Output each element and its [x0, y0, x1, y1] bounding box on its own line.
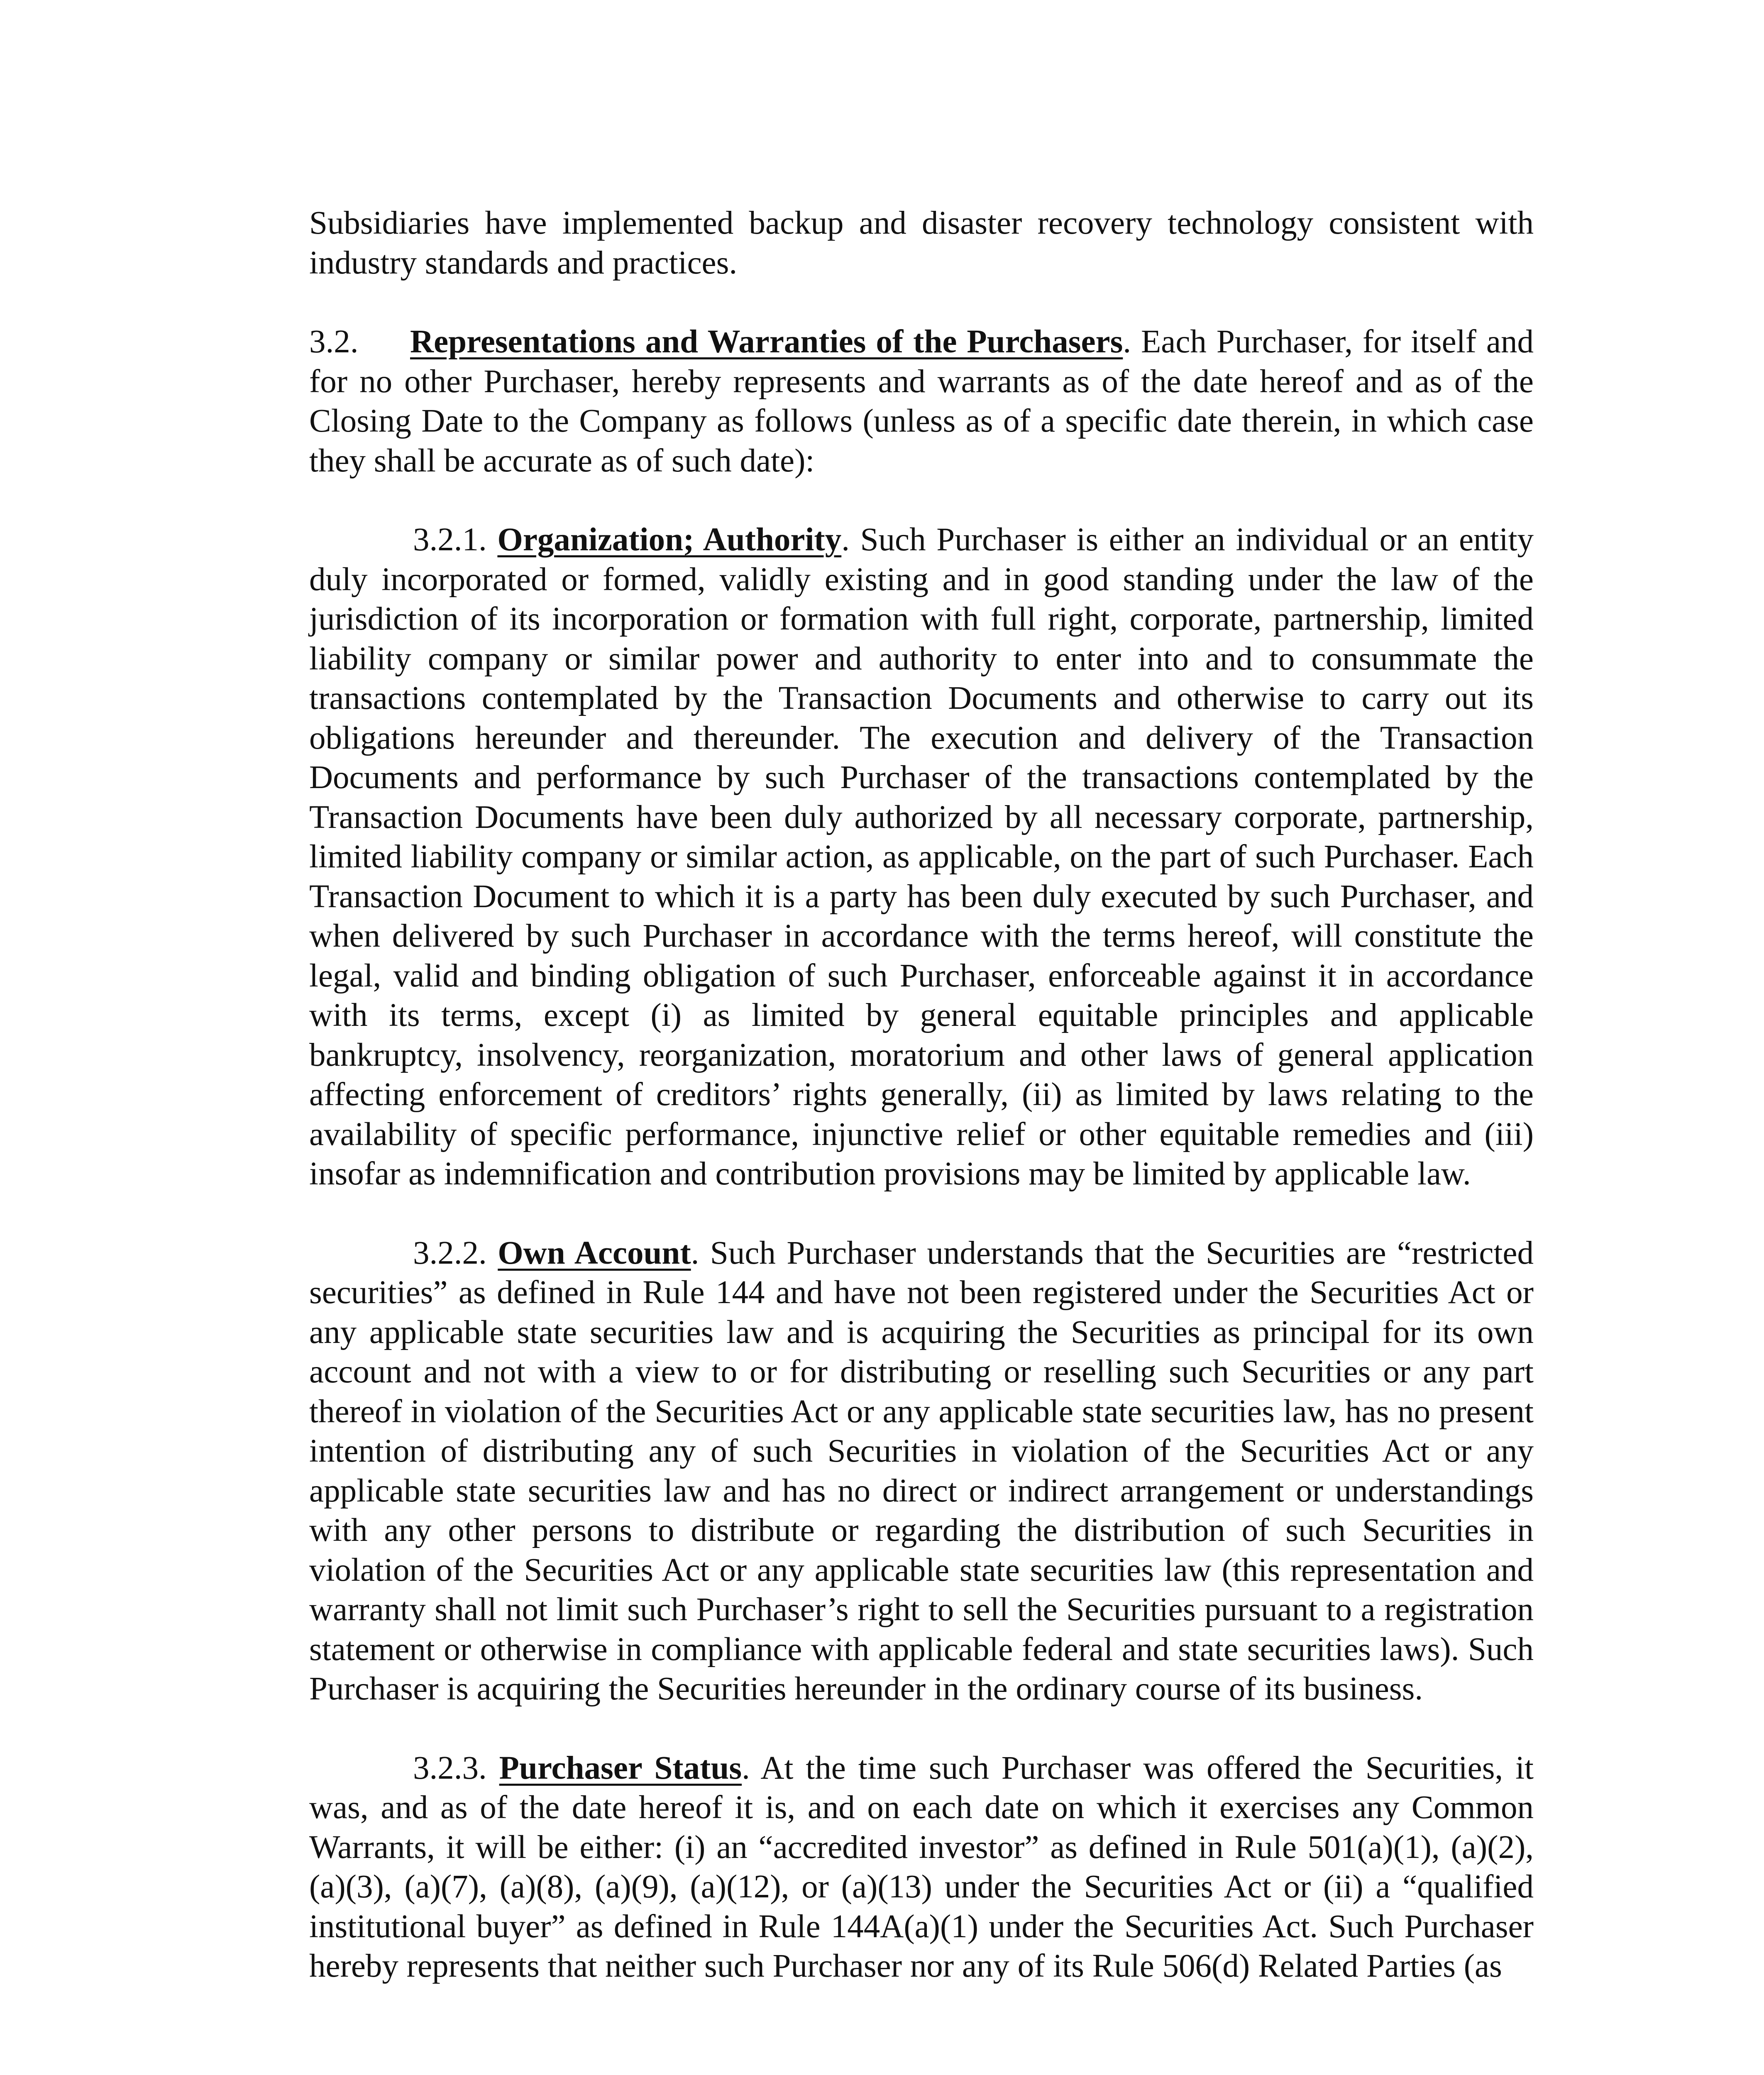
section-3-2	[309, 322, 1534, 481]
section-text: . Each Purchaser, for itself and for no other Purchaser, hereby represents and warrants as of the date hereof and as of the Closing Date to the Company as follows (unless as of a specific date therein, in which case they shall be accurate as of such date):	[309, 324, 1534, 479]
section-heading: Organization; Authority	[497, 522, 842, 558]
section-text: . Such Purchaser is either an individual or an entity duly incorporated or formed, validly existing and in good standing under the law of the jurisdiction of its incorporation or formation with full right, corporate, partnership, limited liability company or similar power and authority to enter into and to consummate the transactions contemplated by the Transaction Documents and otherwise to carry out its obligations hereunder and thereunder. The execution and delivery of the Transaction Documents and performance by such Purchaser of the transactions contemplated by the Transaction Documents have been duly authorized by all necessary corporate, partnership, limited liability company or similar action, as applicable, on the part of such Purchaser. Each Transaction Document to which it is a party has been duly executed by such Purchaser, and when delivered by such Purchaser in accordance with the terms hereof, will constitute the legal, valid and binding obligation of such Purchaser, enforceable against it in accordance with its terms, except (i) as limited by general equitable principles and applicable bankruptcy, insolvency, reorganization, moratorium and other laws of general application affecting enforcement of creditors’ rights generally, (ii) as limited by laws relating to the availability of specific performance, injunctive relief or other equitable remedies and (iii) insofar as indemnification and contribution provisions may be limited by applicable law.	[309, 522, 1534, 1192]
section-3-2-3	[309, 1748, 1534, 1986]
section-number: 3.2.3.	[413, 1750, 487, 1786]
section-heading: Purchaser Status	[499, 1750, 742, 1786]
section-heading: Representations and Warranties of the Purchasers	[410, 324, 1123, 360]
paragraph-continuation	[309, 203, 1534, 283]
section-number: 3.2.1.	[413, 522, 487, 558]
document-body	[309, 203, 1534, 2026]
section-number: 3.2.2.	[413, 1235, 487, 1271]
section-number: 3.2.	[309, 324, 359, 360]
section-3-2-2	[309, 1233, 1534, 1709]
section-text: . Such Purchaser understands that the Securities are “restricted securities” as defined in Rule 144 and have not been registered under the Securities Act or any applicable state securities law and is acquiring the Securities as principal for its own account and not with a view to or for distributing or reselling such Securities or any part thereof in violation of the Securities Act or any applicable state securities law, has no present intention of distributing any of such Securities in violation of the Securities Act or any applicable state securities law and has no direct or indirect arrangement or understandings with any other persons to distribute or regarding the distribution of such Securities in violation of the Securities Act or any applicable state securities law (this representation and warranty shall not limit such Purchaser’s right to sell the Securities pursuant to a registration statement or otherwise in compliance with applicable federal and state securities laws). Such Purchaser is acquiring the Securities hereunder in the ordinary course of its business.	[309, 1235, 1534, 1707]
paragraph-text: Subsidiaries have implemented backup and disaster recovery technology consistent with industry standards and practices.	[309, 205, 1534, 281]
section-heading: Own Account	[498, 1235, 691, 1271]
section-3-2-1	[309, 520, 1534, 1194]
section-text: . At the time such Purchaser was offered the Securities, it was, and as of the date hereof it is, and on each date on which it exercises any Common Warrants, it will be either: (i) an “accredited investor” as defined in Rule 501(a)(1), (a)(2), (a)(3), (a)(7), (a)(8), (a)(9), (a)(12), or (a)(13) under the Securities Act or (ii) a “qualified institutional buyer” as defined in Rule 144A(a)(1) under the Securities Act. Such Purchaser hereby represents that neither such Purchaser nor any of its Rule 506(d) Related Parties (as	[309, 1750, 1534, 1984]
